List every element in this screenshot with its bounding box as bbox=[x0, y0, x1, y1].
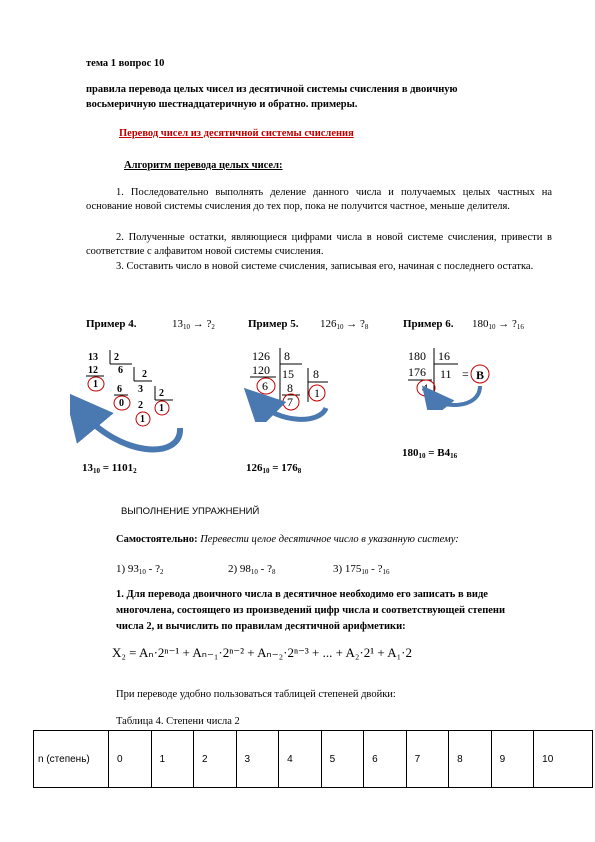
d5-15: 15 bbox=[282, 367, 294, 381]
table-cell: 1 bbox=[151, 731, 194, 788]
table-intro: При переводе удобно пользоваться таблицей степеней двойки: bbox=[116, 689, 396, 700]
self-task: Самостоятельно: Перевести целое десятичное число в указанную систему: bbox=[116, 534, 459, 545]
d4-12: 12 bbox=[88, 365, 98, 376]
example-6-expr: $180_{10}$ → $?_{16}$ bbox=[472, 318, 524, 331]
example-5-expr: $126_{10}$ → $?_8$ bbox=[320, 318, 369, 331]
binary-rule-line-2: многочлена, состоящего из произведений цифр числа и соответствующей степени bbox=[116, 605, 506, 616]
binary-rule-line-1: 1. Для перевода двоичного числа в десятичное необходимо его записать в виде bbox=[116, 589, 488, 600]
example-5-label: Пример 5. bbox=[248, 318, 299, 330]
powers-table bbox=[33, 730, 593, 788]
d4-r1: 1 bbox=[93, 379, 98, 390]
d5-8b: 8 bbox=[313, 367, 319, 381]
d4-2c: 2 bbox=[159, 388, 164, 399]
d6-16: 16 bbox=[438, 349, 450, 363]
division-diagram-6 bbox=[400, 340, 510, 410]
example-6-label: Пример 6. bbox=[403, 318, 454, 330]
d4-2b: 2 bbox=[142, 369, 147, 380]
d5-126: 126 bbox=[252, 349, 270, 363]
table-cell: 2 bbox=[194, 731, 237, 788]
table-cell: 8 bbox=[449, 731, 492, 788]
d6-11: 11 bbox=[440, 367, 452, 381]
table-cell: 6 bbox=[364, 731, 407, 788]
d5-8c: 8 bbox=[287, 381, 293, 395]
question-line-1: правила перевода целых чисел из десятичной системы счисления в двоичную bbox=[86, 84, 458, 95]
division-diagram-4 bbox=[70, 340, 200, 458]
table-caption: Таблица 4. Степени числа 2 bbox=[116, 716, 240, 727]
question-line-2: восьмеричную шестнадцатеричную и обратно. примеры. bbox=[86, 99, 358, 110]
d6-176: 176 bbox=[408, 365, 426, 379]
paragraph-2: 2. Полученные остатки, являющиеся цифрами числа в новой системе счисления, привести в соответствие с алфавитом новой системы счисления. bbox=[86, 232, 552, 257]
table-cell: 9 bbox=[491, 731, 534, 788]
d6-B: B bbox=[476, 368, 485, 382]
d5-8a: 8 bbox=[284, 349, 290, 363]
division-diagram-5 bbox=[240, 340, 340, 422]
task-1: 1) $93_{10}$ - $?_2$ bbox=[116, 563, 164, 576]
table-cell: 5 bbox=[321, 731, 364, 788]
d4-r0: 0 bbox=[119, 398, 124, 409]
section-title: Перевод чисел из десятичной системы счисления bbox=[119, 128, 354, 139]
d6-180: 180 bbox=[408, 349, 426, 363]
d5-r6: 6 bbox=[262, 379, 268, 393]
example-4-result: $13_{10} = 1101_2$ bbox=[82, 462, 137, 475]
exercises-title: ВЫПОЛНЕНИЕ УПРАЖНЕНИЙ bbox=[121, 506, 260, 517]
d5-r7: 7 bbox=[287, 395, 293, 409]
paragraph-3: 3. Составить число в новой системе счисления, записывая его, начиная с последнего остатка. bbox=[116, 261, 534, 272]
d4-13: 13 bbox=[88, 352, 98, 363]
example-4-expr: $13_{10}$ → $?_2$ bbox=[172, 318, 215, 331]
d4-3: 3 bbox=[138, 384, 143, 395]
table-cell: 3 bbox=[236, 731, 279, 788]
d4-r1c: 1 bbox=[140, 414, 145, 425]
table-row bbox=[34, 731, 593, 788]
example-6-result: $180_{10} = B4_{16}$ bbox=[402, 447, 458, 460]
paragraph-1: 1. Последовательно выполнять деление данного числа и получаемых целых частных на основание новой системы счисления до тех пор, пока не получится частное, меньше делителя. bbox=[86, 187, 552, 212]
d4-r1b: 1 bbox=[159, 403, 164, 414]
d4-6b: 6 bbox=[117, 384, 122, 395]
d6-eq: = bbox=[462, 367, 469, 381]
algorithm-title: Алгоритм перевода целых чисел: bbox=[124, 160, 283, 171]
d5-120: 120 bbox=[252, 363, 270, 377]
binary-rule-line-3: числа 2, и вычислить по правилам десятичной арифметики: bbox=[116, 621, 406, 632]
d4-2a: 2 bbox=[114, 352, 119, 363]
task-3: 3) $175_{10}$ - $?_{16}$ bbox=[333, 563, 390, 576]
topic-line: тема 1 вопрос 10 bbox=[86, 58, 165, 69]
d5-r1: 1 bbox=[314, 386, 320, 400]
table-header-cell: n (степень) bbox=[34, 731, 109, 788]
table-cell: 10 bbox=[534, 731, 593, 788]
example-4-label: Пример 4. bbox=[86, 318, 137, 330]
d4-2d: 2 bbox=[138, 400, 143, 411]
task-2: 2) $98_{10}$ - $?_8$ bbox=[228, 563, 276, 576]
binary-formula: X₂ = Aₙ·2ⁿ⁻¹ + Aₙ₋₁·2ⁿ⁻² + Aₙ₋₂·2ⁿ⁻³ + ... + A₂·2¹ + A₁·2 bbox=[112, 645, 413, 660]
d4-6: 6 bbox=[118, 365, 123, 376]
table-cell: 7 bbox=[406, 731, 449, 788]
example-5-result: $126_{10} = 176_8$ bbox=[246, 462, 302, 475]
table-cell: 4 bbox=[279, 731, 322, 788]
d6-r4: 4 bbox=[422, 381, 428, 395]
table-cell: 0 bbox=[109, 731, 152, 788]
